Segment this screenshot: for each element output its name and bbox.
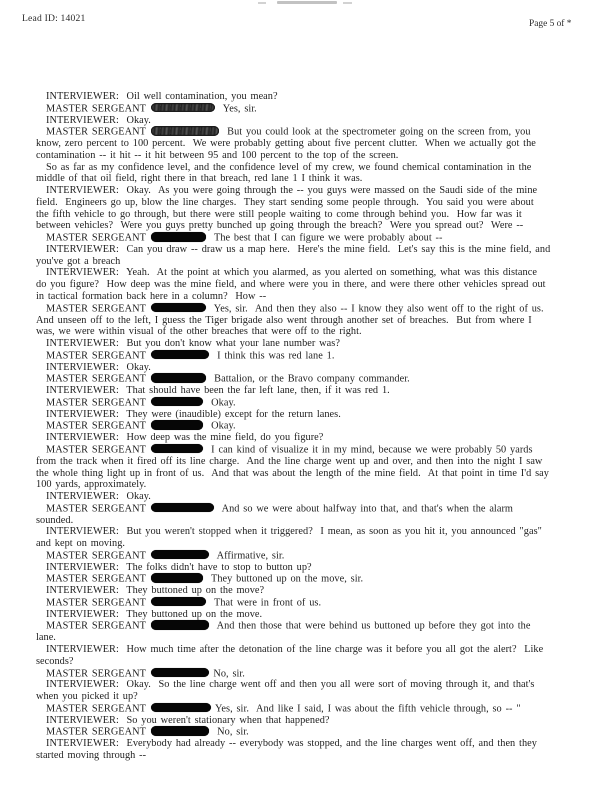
redaction-bar (151, 420, 203, 430)
transcript-line: MASTER SERGEANT They buttoned up on the move, sir. (46, 573, 364, 585)
transcript-line: And unseen off to the left, I guess the Tiger brigade also went through another set of breaches. But from where I (36, 314, 532, 326)
transcript-line: INTERVIEWER: That should have been the far left lane, then, if it was red 1. (46, 385, 390, 397)
transcript-line: INTERVIEWER: Okay. (46, 491, 151, 503)
transcript-line: So as far as my confidence level, and the confidence level of my crew, we found chemical contamination in the (46, 161, 532, 173)
transcript-line: INTERVIEWER: But you don't know what your lane number was? (46, 338, 340, 350)
transcript-line: MASTER SERGEANT The best that I can figure we were probably about -- (46, 232, 443, 244)
redaction-bar (151, 232, 206, 242)
transcript-line: MASTER SERGEANT Okay. (46, 397, 236, 409)
lead-id-label: Lead ID: 14021 (22, 13, 86, 24)
transcript-line: MASTER SERGEANT Yes, sir. And like I said, I was about the fifth vehicle through, so -- " (46, 703, 521, 715)
transcript-line: INTERVIEWER: How deep was the mine field, do you figure? (46, 432, 324, 444)
redaction-bar (151, 573, 203, 583)
transcript-line: the fifth vehicle to go through, but there were still people waiting to come through behind you. How far was it (36, 208, 522, 220)
scan-artifact (343, 2, 352, 4)
transcript-line: MASTER SERGEANT No, sir. (46, 726, 249, 738)
redaction-bar (151, 503, 214, 513)
transcript-line: INTERVIEWER: The folks didn't have to stop to button up? (46, 561, 312, 573)
redaction-bar (151, 668, 209, 678)
transcript-line: when you picked it up? (36, 691, 138, 703)
transcript-line: INTERVIEWER: How much time after the detonation of the line charge was it before you all got the alert? Like (46, 643, 544, 655)
transcript-line: MASTER SERGEANT And then those that were behind us buttoned up before they got into the (46, 620, 531, 632)
transcript-body (36, 91, 592, 762)
scan-artifact (277, 1, 337, 4)
transcript-line: MASTER SERGEANT Yes, sir. And then they also -- I know they also went off to the right of us. (46, 303, 544, 315)
redaction-bar (151, 373, 206, 383)
redaction-bar (151, 703, 211, 713)
transcript-line: was, we were within visual of the other breaches that were off to the right. (36, 326, 362, 338)
transcript-line: sounded. (36, 514, 74, 526)
transcript-line: do you figure? How deep was the mine field, and where were you in there, and were there other vehicles spread out (36, 279, 546, 291)
transcript-line: MASTER SERGEANT Battalion, or the Bravo company commander. (46, 373, 410, 385)
transcript-line: between vehicles? Were you guys pretty bunched up going through the breach? Were you spread out? Were -- (36, 220, 524, 232)
transcript-line: 100 yards, approximately. (36, 479, 147, 491)
transcript-line: field. Engineers go up, blow the line charges. They start sending some people through. You said you were about (36, 196, 534, 208)
transcript-line: INTERVIEWER: Okay. So the line charge went off and then you all were sort of moving through it, and that's (46, 679, 535, 691)
redaction-bar (151, 303, 206, 313)
redaction-bar (151, 597, 206, 607)
redaction-bar (151, 726, 209, 736)
transcript-line: INTERVIEWER: Oil well contamination, you mean? (46, 91, 278, 102)
transcript-line: INTERVIEWER: Everybody had already -- everybody was stopped, and the line charges went off, and then they (46, 738, 537, 750)
transcript-line: MASTER SERGEANT No, sir. (46, 668, 245, 680)
transcript-line: middle of that oil field, right there in that breach, red lane 1 I think it was. (36, 173, 363, 185)
redaction-scribble (151, 126, 219, 136)
redaction-bar (151, 397, 203, 407)
redaction-bar (151, 444, 203, 454)
redaction-bar (151, 550, 209, 560)
transcript-line: MASTER SERGEANT Okay. (46, 420, 236, 432)
transcript-line: INTERVIEWER: They were (inaudible) except for the return lanes. (46, 408, 341, 420)
transcript-line: contamination -- it hit -- it hit between 95 and 100 percent to the top of the screen. (36, 149, 399, 161)
transcript-line: MASTER SERGEANT That were in front of us. (46, 597, 322, 609)
transcript-line: INTERVIEWER: Okay. As you were going through the -- you guys were massed on the Saudi side of the mine (46, 185, 538, 197)
transcript-line: you've got a breach (36, 255, 121, 267)
redaction-scribble (151, 103, 215, 113)
transcript-line: know, zero percent to 100 percent. We were probably getting about five percent clutter. When we actually got the (36, 138, 536, 150)
transcript-line: and kept on moving. (36, 538, 126, 550)
transcript-line: INTERVIEWER: Can you draw -- draw us a map here. Here's the mine field. Let's say this is the mine field, and (46, 243, 551, 255)
scan-artifact (258, 2, 266, 4)
transcript-line: INTERVIEWER: So you weren't stationary when that happened? (46, 714, 330, 726)
transcript-line: MASTER SERGEANT Yes, sir. (46, 103, 257, 115)
transcript-line: from the track when it fired off its line charge. And the line charge went up and over, and then into the night I saw (36, 455, 543, 467)
transcript-line: lane. (36, 632, 56, 644)
transcript-line: INTERVIEWER: Okay. (46, 114, 151, 126)
redaction-bar (151, 350, 209, 360)
transcript-line: MASTER SERGEANT I think this was red lane 1. (46, 350, 335, 362)
transcript-line: MASTER SERGEANT I can kind of visualize it in my mind, because we were probably 50 yards (46, 444, 533, 456)
transcript-line: INTERVIEWER: They buttoned up on the move. (46, 608, 263, 620)
transcript-line: MASTER SERGEANT Affirmative, sir. (46, 550, 285, 562)
page-number-label: Page 5 of * (529, 19, 572, 29)
transcript-line: in tactical formation back here in a column? How -- (36, 291, 267, 303)
transcript-line: INTERVIEWER: Okay. (46, 361, 151, 373)
transcript-line: the whole thing light up in front of us. And that was about the length of the mine field. At that point in time I'd say (36, 467, 549, 479)
transcript-line: started moving through -- (36, 749, 147, 761)
transcript-line: INTERVIEWER: Yeah. At the point at which you alarmed, as you alerted on something, what was this distance (46, 267, 537, 279)
transcript-line: MASTER SERGEANT And so we were about halfway into that, and that's when the alarm (46, 503, 513, 515)
transcript-line: INTERVIEWER: But you weren't stopped when it triggered? I mean, as soon as you hit it, you announced "gas" (46, 526, 542, 538)
redaction-bar (151, 620, 209, 630)
transcript-line: seconds? (36, 655, 74, 667)
transcript-line: INTERVIEWER: They buttoned up on the move? (46, 585, 265, 597)
transcript-line: MASTER SERGEANT But you could look at the spectrometer going on the screen from, you (46, 126, 531, 138)
